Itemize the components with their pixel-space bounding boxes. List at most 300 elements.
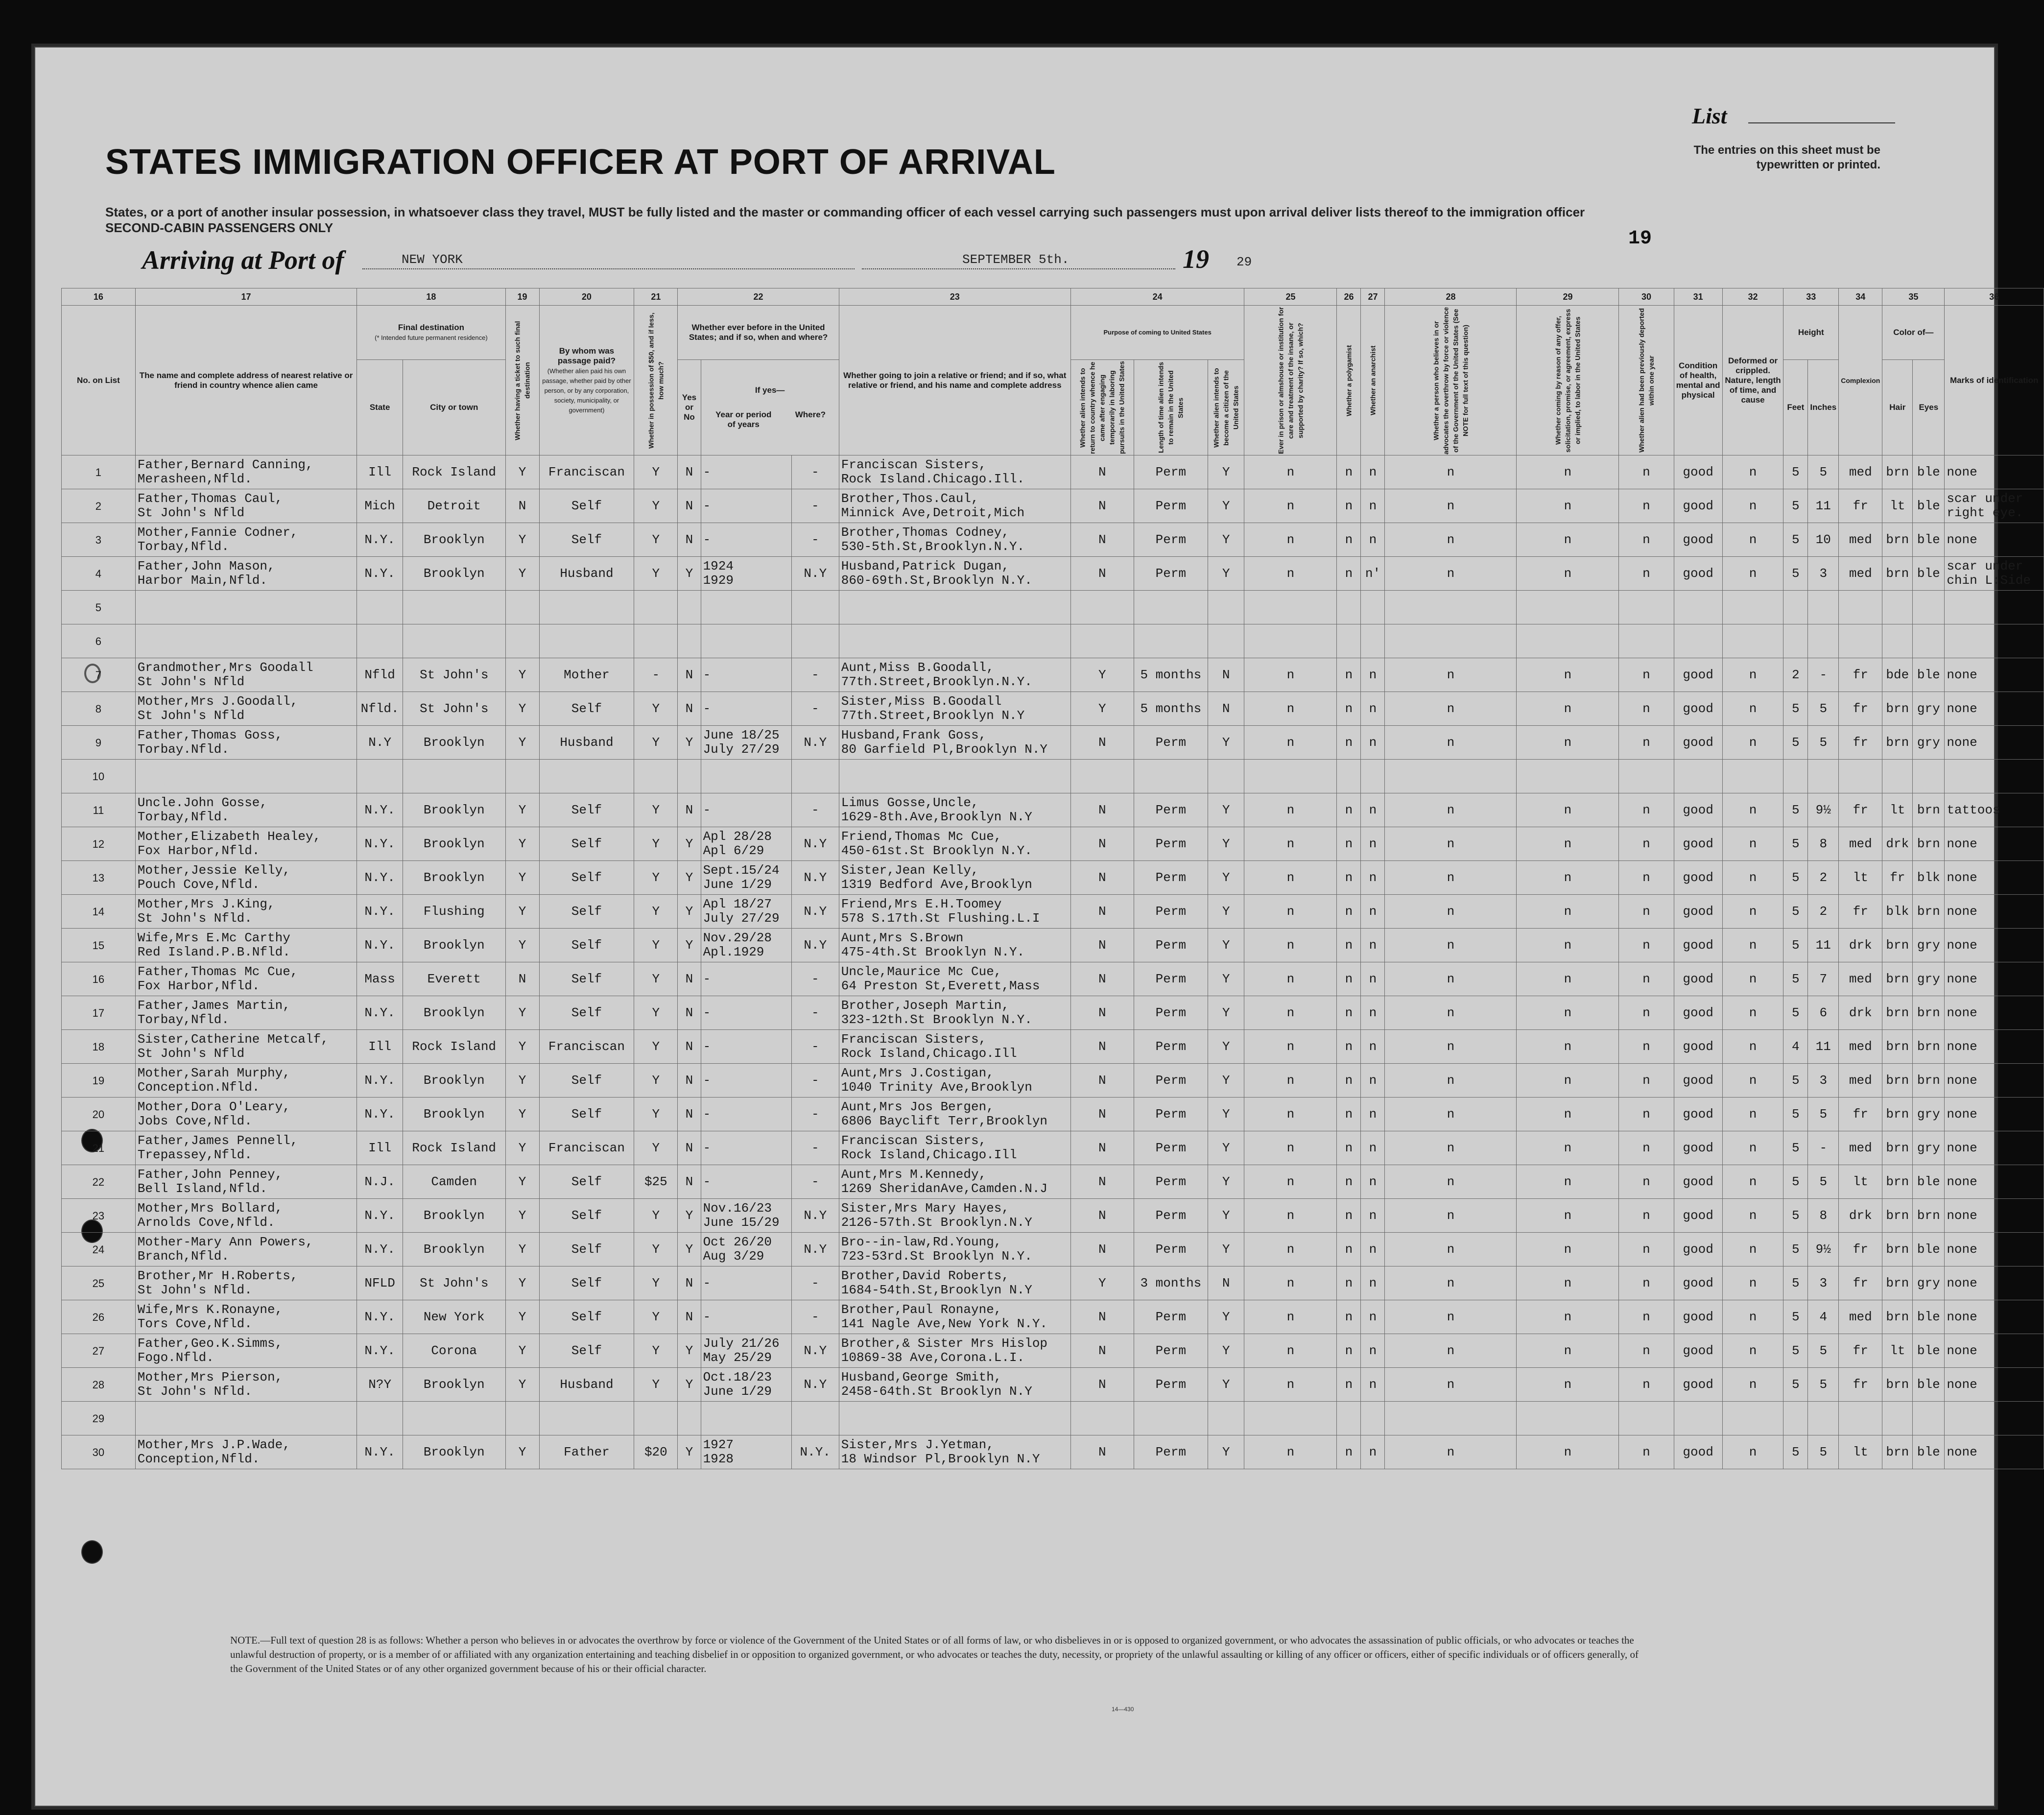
purpose-citizen-cell: Y: [1208, 1199, 1244, 1233]
health-cell: good: [1674, 1435, 1722, 1469]
prison-cell: n: [1244, 962, 1337, 996]
q28-cell: n: [1385, 523, 1517, 557]
anarchist-cell: n: [1361, 1233, 1385, 1266]
joining-cell-line: Rock Island,Chicago.Ill: [841, 1147, 1017, 1162]
relative-cell-line: Mother,Mrs J.King,: [137, 897, 275, 911]
anarchist-cell: n: [1361, 1435, 1385, 1469]
before-where-cell: -: [791, 1165, 839, 1199]
complexion-cell: fr: [1839, 658, 1882, 692]
complexion-cell: med: [1839, 827, 1882, 861]
relative-cell-line: Mother,Elizabeth Healey,: [137, 829, 321, 844]
joining-cell: [839, 455, 1070, 489]
deformed-cell: n: [1722, 1300, 1783, 1334]
relative-cell: [135, 1064, 357, 1098]
prison-cell: n: [1244, 1300, 1337, 1334]
port-underline: [362, 268, 855, 269]
relative-cell-line: Mother,Jessie Kelly,: [137, 863, 290, 878]
table-row: [62, 1334, 2044, 1368]
complexion-cell: fr: [1839, 692, 1882, 726]
complexion-cell: [1839, 760, 1882, 793]
table-row: [62, 557, 2044, 591]
header-final-destination-note: (* Intended future permanent residence): [375, 334, 488, 341]
marks-cell: [1945, 591, 2044, 624]
state-cell: N.Y.: [357, 1064, 403, 1098]
row-number: 25: [62, 1266, 136, 1300]
before-years-cell-line: Sept.15/24: [703, 863, 780, 878]
q30-cell: [1619, 1402, 1674, 1435]
col-num: 34: [1839, 288, 1882, 306]
feet-cell: 5: [1783, 1131, 1808, 1165]
feet-cell: 4: [1783, 1030, 1808, 1064]
feet-cell: 5: [1783, 1435, 1808, 1469]
before-yes-no-cell: N: [678, 692, 701, 726]
money-cell: Y: [634, 523, 678, 557]
before-years-cell-line: June 15/29: [703, 1215, 780, 1230]
before-where-cell: -: [791, 692, 839, 726]
joining-cell: [839, 1402, 1070, 1435]
joining-cell-line: Brother,Thomas Codney,: [841, 525, 1010, 540]
before-years-cell: [701, 1300, 791, 1334]
joining-cell-line: 475-4th.St Brooklyn N.Y.: [841, 945, 1025, 959]
before-yes-no-cell: N: [678, 1165, 701, 1199]
joining-cell-line: Brother,Thos.Caul,: [841, 491, 979, 506]
before-yes-no-cell: N: [678, 489, 701, 523]
marks-cell: [1945, 1064, 2044, 1098]
arriving-label: Arriving at Port of: [142, 245, 344, 275]
joining-cell-line: 323-12th.St Brooklyn N.Y.: [841, 1012, 1032, 1027]
table-row: [62, 1030, 2044, 1064]
table-row: [62, 827, 2044, 861]
purpose-citizen-cell: Y: [1208, 793, 1244, 827]
q29-cell: n: [1517, 1334, 1619, 1368]
marks-cell-line: none: [1947, 1309, 1977, 1324]
table-row: [62, 1435, 2044, 1469]
hair-cell: lt: [1882, 793, 1913, 827]
relative-cell-line: Sister,Catherine Metcalf,: [137, 1032, 329, 1047]
hair-cell: brn: [1882, 1368, 1913, 1402]
passage-cell: Self: [539, 1064, 634, 1098]
polygamist-cell: n: [1337, 557, 1361, 591]
relative-cell-line: Father,Geo.K.Simms,: [137, 1336, 283, 1351]
before-where-cell: N.Y: [791, 726, 839, 760]
relative-cell-line: Arnolds Cove,Nfld.: [137, 1215, 275, 1230]
row-number: 18: [62, 1030, 136, 1064]
before-years-cell-line: 1928: [703, 1452, 734, 1466]
complexion-cell: [1839, 591, 1882, 624]
ticket-cell: Y: [505, 1368, 539, 1402]
hair-cell: brn: [1882, 1435, 1913, 1469]
eyes-cell: brn: [1913, 827, 1945, 861]
polygamist-cell: n: [1337, 1435, 1361, 1469]
marks-cell-line: none: [1947, 971, 1977, 986]
q30-cell: [1619, 624, 1674, 658]
before-years-cell-line: Apl 18/27: [703, 897, 772, 911]
city-cell: New York: [403, 1300, 505, 1334]
feet-cell: 5: [1783, 1098, 1808, 1131]
before-years-cell: [701, 1266, 791, 1300]
q28-cell: n: [1385, 1334, 1517, 1368]
passage-cell: Father: [539, 1435, 634, 1469]
joining-cell: [839, 1368, 1070, 1402]
marks-cell-line: none: [1947, 1377, 1977, 1392]
header-passage-label: By whom was passage paid?: [557, 346, 616, 365]
inches-cell: [1808, 760, 1839, 793]
q30-cell: n: [1619, 726, 1674, 760]
feet-cell: 5: [1783, 1064, 1808, 1098]
table-row: [62, 793, 2044, 827]
purpose-return-cell: N: [1070, 1435, 1134, 1469]
polygamist-cell: n: [1337, 1233, 1361, 1266]
relative-cell-line: Father,Bernard Canning,: [137, 457, 313, 472]
marks-cell: [1945, 1030, 2044, 1064]
q30-cell: n: [1619, 489, 1674, 523]
q30-cell: n: [1619, 1098, 1674, 1131]
anarchist-cell: n: [1361, 895, 1385, 929]
ticket-cell: Y: [505, 455, 539, 489]
anarchist-cell: n: [1361, 1098, 1385, 1131]
complexion-cell: med: [1839, 523, 1882, 557]
relative-cell-line: Father,John Mason,: [137, 559, 275, 573]
ticket-cell: Y: [505, 523, 539, 557]
before-years-cell: [701, 624, 791, 658]
marks-cell-line: none: [1947, 701, 1977, 716]
inches-cell: 10: [1808, 523, 1839, 557]
state-cell: N.Y.: [357, 557, 403, 591]
q30-cell: n: [1619, 1266, 1674, 1300]
joining-cell-line: Aunt,Mrs S.Brown: [841, 931, 964, 945]
joining-cell-line: 10869-38 Ave,Corona.L.I.: [841, 1350, 1025, 1365]
relative-cell-line: Brother,Mr H.Roberts,: [137, 1268, 298, 1283]
table-row: [62, 895, 2044, 929]
anarchist-cell: n: [1361, 793, 1385, 827]
anarchist-cell: [1361, 760, 1385, 793]
prison-cell: n: [1244, 1165, 1337, 1199]
feet-cell: 5: [1783, 523, 1808, 557]
q29-cell: n: [1517, 1064, 1619, 1098]
q30-cell: n: [1619, 996, 1674, 1030]
money-cell: Y: [634, 827, 678, 861]
prison-cell: n: [1244, 523, 1337, 557]
before-years-cell: [701, 962, 791, 996]
hair-cell: drk: [1882, 827, 1913, 861]
before-where-cell: -: [791, 658, 839, 692]
marks-cell-line: none: [1947, 1174, 1977, 1189]
header-polygamist: Whether a polygamist: [1337, 306, 1361, 455]
before-years-cell: [701, 1435, 791, 1469]
joining-cell: [839, 1334, 1070, 1368]
header-q29: Whether coming by reason of any offer, solicitation, promise, or agreement, express or implied, to labor in the United States: [1517, 306, 1619, 455]
purpose-citizen-cell: [1208, 760, 1244, 793]
deformed-cell: [1722, 591, 1783, 624]
relative-cell-line: St John's Nfld: [137, 674, 245, 689]
q29-cell: n: [1517, 861, 1619, 895]
marks-cell: [1945, 996, 2044, 1030]
joining-cell-line: 80 Garfield Pl,Brooklyn N.Y: [841, 742, 1048, 757]
eyes-cell: gry: [1913, 962, 1945, 996]
before-years-cell: [701, 895, 791, 929]
joining-cell-line: Limus Gosse,Uncle,: [841, 795, 979, 810]
prison-cell: n: [1244, 827, 1337, 861]
feet-cell: 5: [1783, 996, 1808, 1030]
polygamist-cell: n: [1337, 658, 1361, 692]
ticket-cell: Y: [505, 1098, 539, 1131]
prison-cell: n: [1244, 1334, 1337, 1368]
hair-cell: brn: [1882, 1199, 1913, 1233]
relative-cell-line: Jobs Cove,Nfld.: [137, 1114, 252, 1128]
before-years-cell-line: July 21/26: [703, 1336, 780, 1351]
row-number: 28: [62, 1368, 136, 1402]
eyes-cell: blk: [1913, 861, 1945, 895]
row-number: 17: [62, 996, 136, 1030]
relative-cell-line: Father,James Pennell,: [137, 1133, 298, 1148]
row-number: 8: [62, 692, 136, 726]
header-yes-no: Yes or No: [678, 360, 701, 455]
anarchist-cell: n: [1361, 658, 1385, 692]
inches-cell: 5: [1808, 692, 1839, 726]
relative-cell: [135, 962, 357, 996]
q29-cell: [1517, 591, 1619, 624]
purpose-return-cell: N: [1070, 861, 1134, 895]
before-where-cell: N.Y: [791, 1199, 839, 1233]
header-purpose-length: Length of time alien intends to remain in the United States: [1134, 360, 1208, 455]
q29-cell: n: [1517, 793, 1619, 827]
ticket-cell: Y: [505, 929, 539, 962]
q29-cell: n: [1517, 1098, 1619, 1131]
health-cell: [1674, 591, 1722, 624]
marks-cell: [1945, 455, 2044, 489]
marks-cell: [1945, 658, 2044, 692]
before-where-cell: -: [791, 996, 839, 1030]
before-where-cell: [791, 624, 839, 658]
row-number: 19: [62, 1064, 136, 1098]
complexion-cell: med: [1839, 962, 1882, 996]
q30-cell: n: [1619, 827, 1674, 861]
purpose-length-cell: Perm: [1134, 1131, 1208, 1165]
ticket-cell: Y: [505, 895, 539, 929]
before-yes-no-cell: Y: [678, 1368, 701, 1402]
state-cell: N.Y.: [357, 996, 403, 1030]
relative-cell-line: St John's Nfld.: [137, 1283, 252, 1297]
deformed-cell: n: [1722, 692, 1783, 726]
complexion-cell: med: [1839, 1131, 1882, 1165]
polygamist-cell: [1337, 1402, 1361, 1435]
page-title: STATES IMMIGRATION OFFICER AT PORT OF ARRIVAL: [105, 143, 1056, 182]
header-height: Height: [1783, 306, 1839, 360]
relative-cell-line: Wife,Mrs E.Mc Carthy: [137, 931, 290, 945]
passage-cell: Self: [539, 1199, 634, 1233]
relative-cell-line: St John's Nfld: [137, 1046, 245, 1061]
q28-cell: n: [1385, 895, 1517, 929]
marks-cell-line: none: [1947, 1073, 1977, 1088]
deformed-cell: n: [1722, 726, 1783, 760]
joining-cell-line: 18 Windsor Pl,Brooklyn N.Y: [841, 1452, 1040, 1466]
header-state: State: [357, 360, 403, 455]
q29-cell: [1517, 760, 1619, 793]
q28-cell: [1385, 591, 1517, 624]
money-cell: Y: [634, 726, 678, 760]
complexion-cell: fr: [1839, 895, 1882, 929]
q29-cell: n: [1517, 726, 1619, 760]
passage-cell: Franciscan: [539, 1030, 634, 1064]
relative-cell-line: Father,Thomas Caul,: [137, 491, 283, 506]
purpose-citizen-cell: N: [1208, 692, 1244, 726]
relative-cell-line: Mother,Mrs Pierson,: [137, 1370, 283, 1385]
q29-cell: n: [1517, 658, 1619, 692]
marks-cell: [1945, 1098, 2044, 1131]
q29-cell: n: [1517, 929, 1619, 962]
passage-cell: Husband: [539, 557, 634, 591]
feet-cell: [1783, 760, 1808, 793]
relative-cell-line: Grandmother,Mrs Goodall: [137, 660, 313, 675]
health-cell: good: [1674, 1098, 1722, 1131]
complexion-cell: [1839, 1402, 1882, 1435]
before-years-cell: [701, 1233, 791, 1266]
deformed-cell: n: [1722, 929, 1783, 962]
deformed-cell: n: [1722, 962, 1783, 996]
passage-cell: Self: [539, 996, 634, 1030]
q29-cell: n: [1517, 1030, 1619, 1064]
polygamist-cell: n: [1337, 1334, 1361, 1368]
marks-cell: [1945, 1165, 2044, 1199]
col-num: 35: [1882, 288, 1945, 306]
feet-cell: 5: [1783, 861, 1808, 895]
before-yes-no-cell: [678, 760, 701, 793]
health-cell: good: [1674, 523, 1722, 557]
before-yes-no-cell: N: [678, 1030, 701, 1064]
purpose-citizen-cell: Y: [1208, 726, 1244, 760]
inches-cell: -: [1808, 1131, 1839, 1165]
eyes-cell: brn: [1913, 1030, 1945, 1064]
purpose-length-cell: Perm: [1134, 1334, 1208, 1368]
money-cell: [634, 591, 678, 624]
passage-cell: [539, 760, 634, 793]
ticket-cell: Y: [505, 726, 539, 760]
marks-cell-line: none: [1947, 1039, 1977, 1054]
state-cell: N.Y.: [357, 1199, 403, 1233]
eyes-cell: ble: [1913, 1233, 1945, 1266]
anarchist-cell: [1361, 591, 1385, 624]
deformed-cell: [1722, 1402, 1783, 1435]
before-where-cell: N.Y.: [791, 1435, 839, 1469]
binder-hole: [81, 1540, 103, 1564]
deformed-cell: n: [1722, 557, 1783, 591]
inches-cell: 5: [1808, 1334, 1839, 1368]
q30-cell: n: [1619, 1064, 1674, 1098]
relative-cell-line: Fox Harbor,Nfld.: [137, 843, 260, 858]
joining-cell-line: Franciscan Sisters,: [841, 457, 987, 472]
health-cell: good: [1674, 557, 1722, 591]
deformed-cell: [1722, 760, 1783, 793]
joining-cell: [839, 1165, 1070, 1199]
state-cell: [357, 591, 403, 624]
marks-cell: [1945, 1266, 2044, 1300]
before-yes-no-cell: N: [678, 1098, 701, 1131]
complexion-cell: fr: [1839, 1266, 1882, 1300]
city-cell: [403, 624, 505, 658]
before-where-cell: N.Y: [791, 861, 839, 895]
polygamist-cell: n: [1337, 1266, 1361, 1300]
health-cell: good: [1674, 827, 1722, 861]
complexion-cell: fr: [1839, 726, 1882, 760]
prison-cell: n: [1244, 1368, 1337, 1402]
table-row: [62, 624, 2044, 658]
eyes-cell: ble: [1913, 1334, 1945, 1368]
relative-cell: [135, 1368, 357, 1402]
health-cell: good: [1674, 1368, 1722, 1402]
row-number: 27: [62, 1334, 136, 1368]
polygamist-cell: n: [1337, 861, 1361, 895]
complexion-cell: med: [1839, 1300, 1882, 1334]
inches-cell: 5: [1808, 455, 1839, 489]
before-years-cell: [701, 557, 791, 591]
row-number: 14: [62, 895, 136, 929]
passenger-class: SECOND-CABIN PASSENGERS ONLY: [105, 220, 333, 235]
health-cell: good: [1674, 1165, 1722, 1199]
deformed-cell: n: [1722, 1199, 1783, 1233]
page-subtitle: States, or a port of another insular possession, in whatsoever class they travel, MUST be fully listed and the master or commanding officer of each vessel carrying such passengers must upon arrival deliver lists thereof to the immigration officer: [105, 205, 1585, 219]
marks-cell-line: none: [1947, 904, 1977, 919]
joining-cell-line: 530-5th.St,Brooklyn.N.Y.: [841, 539, 1025, 554]
before-years-cell: [701, 1199, 791, 1233]
q30-cell: n: [1619, 658, 1674, 692]
relative-cell-line: Fox Harbor,Nfld.: [137, 979, 260, 993]
row-number: 26: [62, 1300, 136, 1334]
before-years-cell: [701, 929, 791, 962]
relative-cell-line: Father,Thomas Goss,: [137, 728, 283, 742]
col-num: 36: [1945, 288, 2044, 306]
purpose-return-cell: N: [1070, 557, 1134, 591]
marks-cell: [1945, 1233, 2044, 1266]
col-num: 17: [135, 288, 357, 306]
anarchist-cell: n: [1361, 726, 1385, 760]
polygamist-cell: n: [1337, 692, 1361, 726]
q29-cell: n: [1517, 557, 1619, 591]
deformed-cell: n: [1722, 455, 1783, 489]
purpose-return-cell: [1070, 591, 1134, 624]
q28-cell: n: [1385, 996, 1517, 1030]
joining-cell-line: Sister,Jean Kelly,: [841, 863, 979, 878]
relative-cell: [135, 1233, 357, 1266]
table-row: [62, 1131, 2044, 1165]
purpose-return-cell: N: [1070, 1368, 1134, 1402]
before-yes-no-cell: N: [678, 1266, 701, 1300]
hair-cell: [1882, 591, 1913, 624]
health-cell: good: [1674, 1334, 1722, 1368]
inches-cell: -: [1808, 658, 1839, 692]
marks-cell: [1945, 962, 2044, 996]
before-years-cell-line: 1927: [703, 1437, 734, 1452]
q29-cell: n: [1517, 1199, 1619, 1233]
prison-cell: n: [1244, 1435, 1337, 1469]
q28-cell: n: [1385, 726, 1517, 760]
eyes-cell: ble: [1913, 1300, 1945, 1334]
purpose-return-cell: N: [1070, 1064, 1134, 1098]
purpose-length-cell: Perm: [1134, 1435, 1208, 1469]
relative-cell: [135, 455, 357, 489]
money-cell: Y: [634, 895, 678, 929]
marks-cell: [1945, 1131, 2044, 1165]
marks-cell: [1945, 1368, 2044, 1402]
ticket-cell: N: [505, 489, 539, 523]
city-cell: Brooklyn: [403, 929, 505, 962]
q30-cell: n: [1619, 557, 1674, 591]
before-yes-no-cell: N: [678, 793, 701, 827]
list-label: List: [1692, 103, 1727, 128]
state-cell: Mass: [357, 962, 403, 996]
joining-cell-line: Sister,Miss B.Goodall: [841, 694, 1002, 709]
state-cell: N.J.: [357, 1165, 403, 1199]
joining-cell: [839, 1030, 1070, 1064]
